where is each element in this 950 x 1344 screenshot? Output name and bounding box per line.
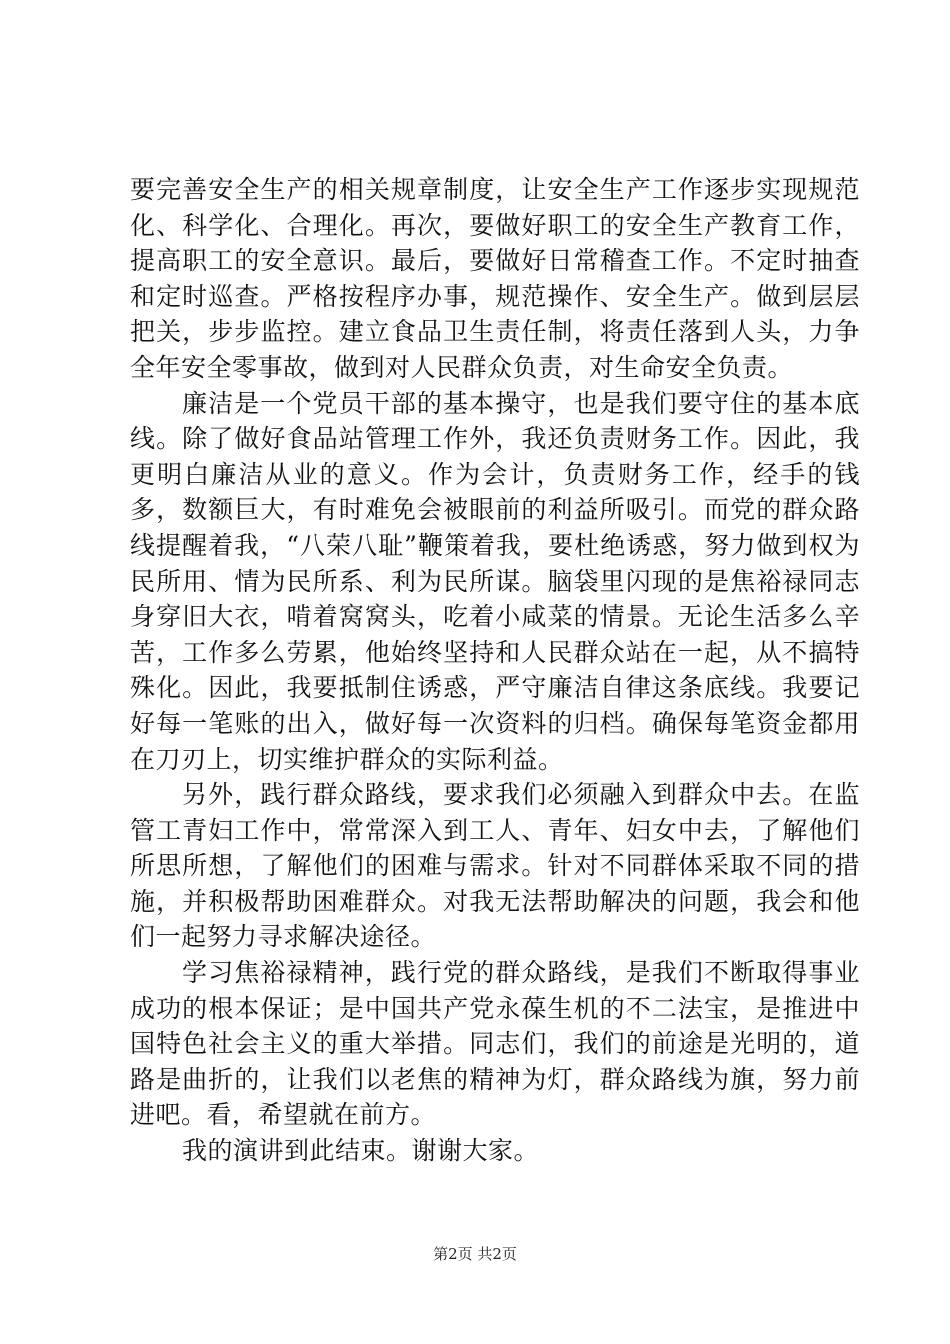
paragraph-continuation: 要完善安全生产的相关规章制度，让安全生产工作逐步实现规范化、科学化、合理化。再次，要做好职工的安全生产教育工作，提高职工的安全意识。最后，要做好日常稽查工作。不定时抽查和定时巡查。严格按程序办事，规范操作、安全生产。做到层层把关，步步监控。建立食品卫生责任制，将责任落到人头，力争全年安全零事故，做到对人民群众负责，对生命安全负责。	[130, 175, 860, 382]
paragraph-conclusion: 学习焦裕禄精神，践行党的群众路线，是我们不断取得事业成功的根本保证；是中国共产党永葆生机的不二法宝，是推进中国特色社会主义的重大举措。同志们，我们的前途是光明的，道路是曲折的，让我们以老焦的精神为灯，群众路线为旗，努力前进吧。看，希望就在前方。	[130, 958, 860, 1130]
document-body	[130, 172, 860, 1169]
page-number-footer: 第2页 共2页	[433, 1245, 517, 1263]
paragraph-closing: 我的演讲到此结束。谢谢大家。	[182, 1136, 540, 1166]
paragraph-mass-line: 另外，践行群众路线，要求我们必须融入到群众中去。在监管工青妇工作中，常常深入到工人、青年、妇女中去，了解他们所思所想，了解他们的困难与需求。针对不同群体采取不同的措施，并积极帮助困难群众。对我无法帮助解决的问题，我会和他们一起努力寻求解决途径。	[130, 780, 860, 952]
paragraph-integrity: 廉洁是一个党员干部的基本操守，也是我们要守住的基本底线。除了做好食品站管理工作外，我还负责财务工作。因此，我更明白廉洁从业的意义。作为会计，负责财务工作，经手的钱多，数额巨大，有时难免会被眼前的利益所吸引。而党的群众路线提醒着我，“八荣八耻”鞭策着我，要杜绝诱惑，努力做到权为民所用、情为民所系、利为民所谋。脑袋里闪现的是焦裕禄同志身穿旧大衣，啃着窝窝头，吃着小咸菜的情景。无论生活多么辛苦，工作多么劳累，他始终坚持和人民群众站在一起，从不搞特殊化。因此，我要抵制住诱惑，严守廉洁自律这条底线。我要记好每一笔账的出入，做好每一次资料的归档。确保每笔资金都用在刀刃上，切实维护群众的实际利益。	[130, 388, 860, 774]
